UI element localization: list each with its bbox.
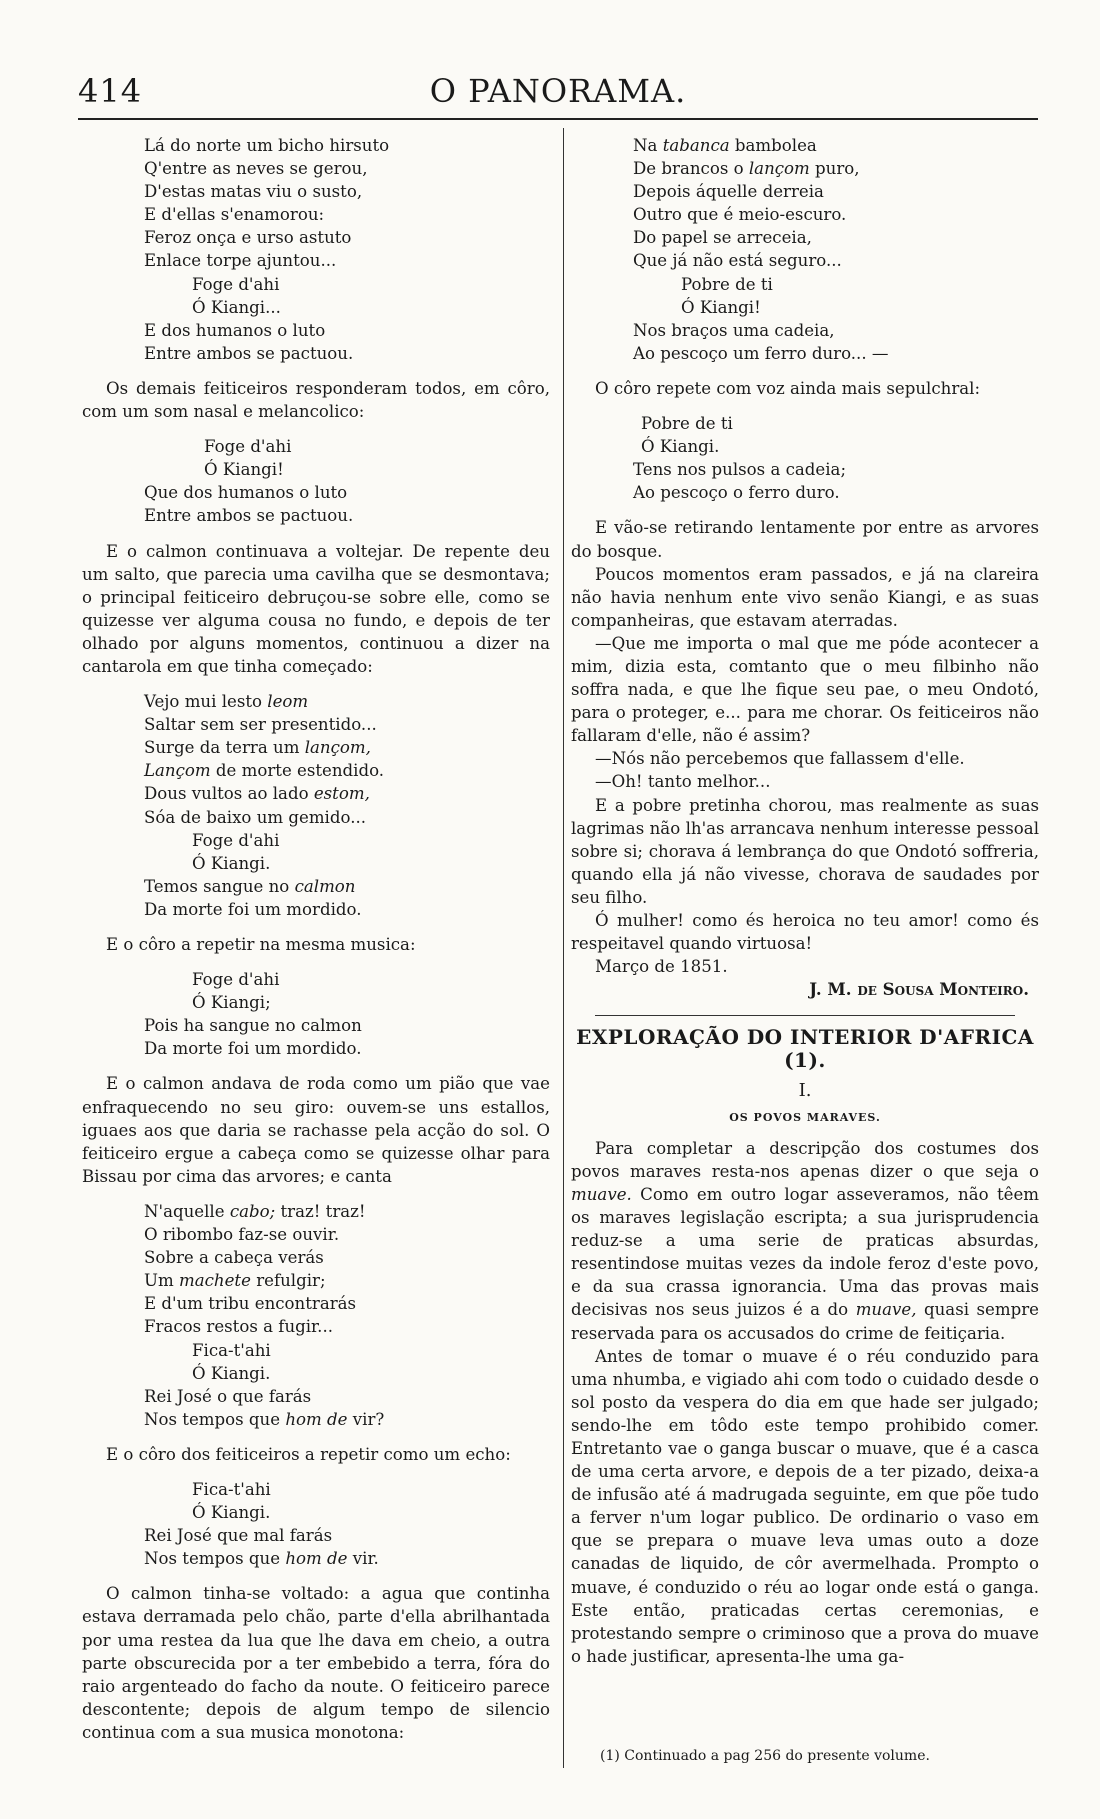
verse-line: O ribombo faz-se ouvir. xyxy=(144,1225,340,1245)
verse-line: Lá do norte um bicho hirsuto xyxy=(144,136,390,155)
paragraph: O calmon tinha-se voltado: a agua que continha estava derramada pelo chão, parte d'ella abrilhantada por uma restea da lua que lhe dava em cheio, a outra parte obscurecida por a ter embebido a terra, fóra do raio argenteado do facho da noute. O feiticeiro parece descontente; depois de algum tempo de silencio continua com a sua musica monotona: xyxy=(82,1584,550,1742)
left-column xyxy=(82,134,550,1744)
verse-line: Foge d'ahi xyxy=(192,970,280,990)
verse-line: D'estas matas viu o susto, xyxy=(144,182,363,202)
verse-line: Ó Kiangi! xyxy=(204,460,284,480)
verse-line: Fracos restos a fugir... xyxy=(144,1317,333,1337)
song-stanza-1 xyxy=(82,134,550,365)
verse-line: Saltar sem ser presentido... xyxy=(144,715,377,735)
verse-line: Entre ambos se pactuou. xyxy=(144,506,354,526)
paragraph: E o côro a repetir na mesma musica: xyxy=(106,935,416,954)
verse-line: Lançom de morte estendido. xyxy=(144,761,385,781)
verse-line: Ó Kiangi; xyxy=(192,993,271,1013)
verse-line: Pobre de ti xyxy=(641,414,733,434)
header-rule xyxy=(78,118,1038,120)
running-title: O PANORAMA. xyxy=(429,72,687,110)
right-column xyxy=(571,134,1039,1668)
paragraph: Os demais feiticeiros responderam todos, em côro, com um som nasal e melancolico: xyxy=(82,378,550,422)
verse-line: Ó Kiangi. xyxy=(192,1503,271,1523)
paragraph: E o côro dos feiticeiros a repetir como um echo: xyxy=(106,1444,511,1464)
verse-line: Vejo mui lesto leom xyxy=(144,692,309,712)
verse-line: Sobre a cabeça verás xyxy=(144,1248,324,1268)
verse-line: Pobre de ti xyxy=(681,274,773,294)
chorus-4 xyxy=(571,412,1039,504)
verse-line: E d'um tribu encontrarás xyxy=(144,1294,357,1314)
chorus-3 xyxy=(82,1478,550,1570)
paragraph: E o calmon continuava a voltejar. De repente deu um salto, que parecia uma cavilha que se desmontava; o principal feiticeiro debruçou-se sobre elle, como se quizesse ver alguma cousa no fundo, e depois de ter olhado por alguns momentos, continuou a dizer na cantarola em que tinha começado: xyxy=(82,541,550,676)
verse-line: Entre ambos se pactuou. xyxy=(144,343,354,363)
verse-line: Tens nos pulsos a cadeia; xyxy=(633,460,847,480)
verse-line: Surge da terra um lançom, xyxy=(144,738,371,758)
date-line: Março de 1851. xyxy=(595,957,728,977)
verse-line: Foge d'ahi xyxy=(192,830,280,850)
section-separator xyxy=(595,1015,1015,1016)
section-subtitle: OS POVOS MARAVES. xyxy=(729,1110,881,1124)
page-number: 414 xyxy=(78,72,143,110)
verse-line: Foge d'ahi xyxy=(204,437,292,457)
verse-line: Pois ha sangue no calmon xyxy=(144,1016,362,1036)
verse-line: Rei José que mal farás xyxy=(144,1526,333,1546)
verse-line: Outro que é meio-escuro. xyxy=(633,205,847,225)
chorus-1 xyxy=(82,435,550,527)
verse-line: Temos sangue no calmon xyxy=(144,876,356,896)
footnote: (1) Continuado a pag 256 do presente volume. xyxy=(600,1748,930,1764)
verse-line: Ó Kiangi. xyxy=(641,437,720,457)
paragraph: Ó mulher! como és heroica no teu amor! como és respeitavel quando virtuosa! xyxy=(571,911,1039,954)
verse-line: Nos tempos que hom de vir? xyxy=(144,1409,385,1429)
page-header xyxy=(78,70,1038,116)
verse-line: Que dos humanos o luto xyxy=(144,483,348,503)
verse-line: Nos braços uma cadeia, xyxy=(633,320,835,340)
paragraph: E o calmon andava de roda como um pião que vae enfraquecendo no seu giro: ouvem-se uns estallos, iguaes aos que daria se rachasse pela acção do sol. O feiticeiro ergue a cabeça como se quizesse olhar para Bissau por cima das arvores; e canta xyxy=(82,1074,550,1186)
verse-line: Dous vultos ao lado estom, xyxy=(144,784,370,804)
verse-line: Da morte foi um mordido. xyxy=(144,899,362,919)
verse-line: Na tabanca bambolea xyxy=(633,136,817,155)
paragraph: —Nós não percebemos que fallassem d'elle. xyxy=(595,749,965,769)
verse-line: Ó Kiangi... xyxy=(192,297,281,317)
verse-line: E d'ellas s'enamorou: xyxy=(144,205,325,225)
verse-line: Ao pescoço o ferro duro. xyxy=(633,483,840,503)
verse-line: Feroz onça e urso astuto xyxy=(144,228,352,248)
paragraph: Antes de tomar o muave é o réu conduzido para uma nhumba, e vigiado ahi com todo o cuidado desde o sol posto da vespera do dia em que hade ser julgado; sendo-lhe em tôdo este tempo prohibido comer. Entretanto vae o ganga buscar o muave, que é a casca de uma certa arvore, e depois de a ter pizado, deixa-a de infusão até á madrugada seguinte, em que põe tudo a ferver n'um logar publico. De ordinario o vaso em que se prepara o muave leva umas outo a doze canadas de liquido, de côr avermelhada. Prompto o muave, é conduzido o réu ao logar onde está o ganga. Este então, praticadas certas ceremonias, e protestando sempre o criminoso que a prova do muave o hade justificar, apresenta-lhe uma ga- xyxy=(571,1346,1039,1666)
section-number: I. xyxy=(798,1079,812,1101)
verse-line: Ao pescoço um ferro duro... — xyxy=(633,343,889,363)
section-title: EXPLORAÇÃO DO INTERIOR D'AFRICA (1). xyxy=(576,1025,1034,1073)
verse-line: Ó Kiangi. xyxy=(192,1363,271,1383)
verse-line: Ó Kiangi! xyxy=(681,297,761,317)
paragraph: E vão-se retirando lentamente por entre as arvores do bosque. xyxy=(571,518,1039,561)
verse-line: Da morte foi um mordido. xyxy=(144,1039,362,1059)
verse-line: Enlace torpe ajuntou... xyxy=(144,251,337,271)
verse-line: Do papel se arreceia, xyxy=(633,228,812,248)
author-signature: J. M. de Sousa Monteiro. xyxy=(809,979,1029,1000)
verse-line: Rei José o que farás xyxy=(144,1386,312,1406)
song-stanza-3 xyxy=(82,1200,550,1431)
verse-line: Foge d'ahi xyxy=(192,274,280,294)
paragraph: O côro repete com voz ainda mais sepulchral: xyxy=(595,378,981,398)
verse-line: N'aquelle cabo; traz! traz! xyxy=(144,1201,366,1221)
verse-line: Um machete refulgir; xyxy=(144,1271,326,1291)
verse-line: Depois áquelle derreia xyxy=(633,182,824,202)
verse-line: Sóa de baixo um gemido... xyxy=(144,807,367,827)
paragraph: —Oh! tanto melhor... xyxy=(595,772,771,792)
verse-line: Q'entre as neves se gerou, xyxy=(144,159,368,179)
paragraph: Poucos momentos eram passados, e já na clareira não havia nenhum ente vivo senão Kiangi, e as suas companheiras, que estavam aterradas. xyxy=(571,564,1039,630)
verse-line: E dos humanos o luto xyxy=(144,320,326,340)
song-stanza-2 xyxy=(82,690,550,921)
verse-line: Ó Kiangi. xyxy=(192,853,271,873)
verse-line: Nos tempos que hom de vir. xyxy=(144,1549,379,1569)
chorus-2 xyxy=(82,968,550,1060)
verse-line: Que já não está seguro... xyxy=(633,251,842,271)
paragraph: E a pobre pretinha chorou, mas realmente as suas lagrimas não lh'as arrancava nenhum interesse pessoal sobre si; chorava á lembrança do que Ondotó soffreria, quando ella já não vivesse, chorava de saudades por seu filho. xyxy=(571,795,1039,907)
song-stanza-4 xyxy=(571,134,1039,365)
paragraph: —Que me importa o mal que me póde acontecer a mim, dizia esta, comtanto que o meu filbinho não soffra nada, e que lhe fique seu pae, o meu Ondotó, para o proteger, e... para me chorar. Os feiticeiros não fallaram d'elle, não é assim? xyxy=(571,633,1039,746)
verse-line: Fica-t'ahi xyxy=(192,1340,271,1360)
paragraph: Para completar a descripção dos costumes dos povos maraves resta-nos apenas dizer o que seja o muave. Como em outro logar asseveramos, não têem os maraves legislação escripta; a sua jurisprudencia reduz-se a uma serie de praticas absurdas, resentindose muitas vezes da indole feroz d'este povo, e da sua crassa ignorancia. Uma das provas mais decisivas nos seus juizos é a do muave, quasi sempre reservada para os accusados do crime de feitiçaria. xyxy=(571,1138,1039,1343)
column-divider xyxy=(563,128,564,1768)
verse-line: De brancos o lançom puro, xyxy=(633,159,860,179)
verse-line: Fica-t'ahi xyxy=(192,1479,271,1499)
